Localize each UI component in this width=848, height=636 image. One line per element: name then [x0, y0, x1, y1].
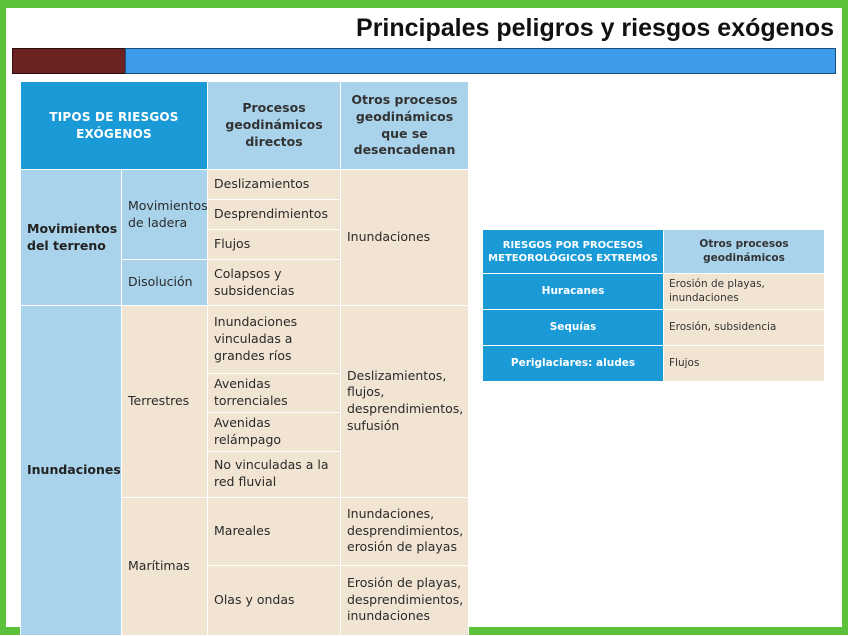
subgroup-label: Marítimas [122, 497, 208, 635]
exogenous-risks-table [20, 81, 469, 636]
other-process-cell: Inundaciones, desprendimientos, erosión de playas [341, 497, 469, 565]
risk-cell: Periglaciares: aludes [483, 346, 664, 382]
group-label: Movimientos del terreno [21, 170, 122, 306]
title-bar-dark-segment [12, 48, 126, 74]
subgroup-label: Terrestres [122, 306, 208, 498]
group-label: Inundaciones [21, 306, 122, 636]
subgroup-label: Disolución [122, 260, 208, 306]
table2-header-risks: RIESGOS POR PROCESOS METEOROLÓGICOS EXTREMOS [483, 230, 664, 274]
title-bar-blue-segment [125, 48, 836, 74]
meteorological-risks-table [482, 229, 825, 382]
process-cell: Inundaciones vinculadas a grandes ríos [208, 306, 341, 374]
table1-header-types: TIPOS DE RIESGOS EXÓGENOS [21, 82, 208, 170]
process-cell: Avenidas relámpago [208, 412, 341, 451]
process-cell: No vinculadas a la red fluvial [208, 451, 341, 497]
process-cell: Olas y ondas [208, 565, 341, 635]
risk-cell: Huracanes [483, 274, 664, 310]
process-cell: Avenidas torrenciales [208, 374, 341, 413]
process-cell: Mareales [208, 497, 341, 565]
slide-title: Principales peligros y riesgos exógenos [356, 14, 834, 42]
other-process-cell: Flujos [664, 346, 825, 382]
other-process-cell: Inundaciones [341, 170, 469, 306]
table1-header-direct: Procesos geodinámicos directos [208, 82, 341, 170]
process-cell: Flujos [208, 230, 341, 260]
risk-cell: Sequías [483, 310, 664, 346]
other-process-cell: Erosión de playas, desprendimientos, inundaciones [341, 565, 469, 635]
other-process-cell: Deslizamientos, flujos, desprendimientos, sufusión [341, 306, 469, 498]
table2-header-other: Otros procesos geodinámicos [664, 230, 825, 274]
process-cell: Deslizamientos [208, 170, 341, 200]
other-process-cell: Erosión de playas, inundaciones [664, 274, 825, 310]
table1-header-other: Otros procesos geodinámicos que se desencadenan [341, 82, 469, 170]
other-process-cell: Erosión, subsidencia [664, 310, 825, 346]
process-cell: Desprendimientos [208, 200, 341, 230]
subgroup-label: Movimientos de ladera [122, 170, 208, 260]
process-cell: Colapsos y subsidencias [208, 260, 341, 306]
